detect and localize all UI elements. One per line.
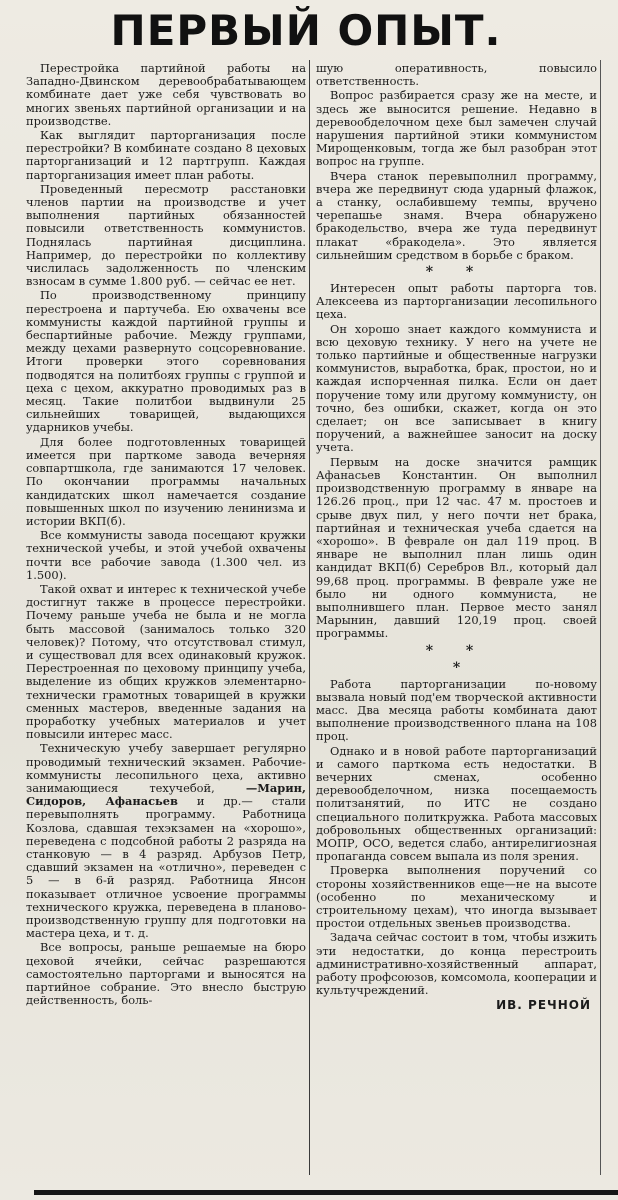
paragraph-text: Техническую учебу завершает регулярно проводимый технический экзамен. Рабочие-коммунисты лесопильного цеха, активно занимающиеся техучебой, [26, 741, 306, 795]
paragraph: Интересен опыт работы парторга тов. Алексеева из парторганизации лесопильного цеха. [316, 281, 597, 322]
column-divider [309, 60, 310, 1175]
paragraph: Задача сейчас состоит в том, чтобы изжить эти недостатки, до конца перестроить административно-хозяйственный аппарат, работу профсоюзов, комсомола, кооперации и культучреждений. [316, 930, 597, 998]
paragraph: Для более подготовленных товарищей имеется при парткоме завода вечерняя совпартшкола, где занимаются 17 человек. По окончании программы начальных кандидатских школ намечается создание повышенных школ по изучению ленинизма и истории ВКП(б). [26, 434, 306, 528]
paragraph: Он хорошо знает каждого коммуниста и всю цеховую технику. У него на учете не только партийные и общественные нагрузки коммунистов, выработка, брак, простои, но и каждая испорченная пилка. Если он дает поручение тому или другому коммунисту, он точно, без ошибки, скажет, когда он это сделает; он все записывает в книгу поручений, а важнейшее заносит на доску учета. [316, 321, 597, 455]
bold-names: —Марин, Сидоров, Афанасьев [26, 780, 306, 809]
paragraph: Проверка выполнения поручений со стороны хозяйственников еще—не на высоте (особенно по механическому и строительному цехам), что иногда вызывает простои отдельных звеньев производства. [316, 863, 597, 931]
paragraph: Однако и в новой работе парторганизаций и самого парткома есть недостатки. В вечерних сменах, особенно деревообделочном, низка посещаемость политзанятий, по ИТС не создано специального политкружка. Работа массовых добровольных общественных организаций: МОПР, ОСО, ведется слабо, антирелигиозная пропаганда совсем выпала из поля зрения. [316, 743, 597, 864]
left-column [26, 62, 306, 1180]
paragraph: Перестройка партийной работы на Западно-Двинском деревообрабатывающем комбинате дает уже себя чувствовать во многих звеньях партийной организации и на производстве. [26, 62, 306, 128]
paragraph-text: и др.— стали перевыполнять программу. Работница Козлова, сдавшая техэкзамен на «хорошо», переведена с подсобной работы 2 разряда на станковую — в 4 разряд. Арбузов Петр, сдавший экзамен на «отлично», переведен с 5 — в 6-й разряд. Работница Янсон показывает отличное усвоение программы технического кружка, переведена в планово-производственную группу для подготовки на мастера цеха, и т. д. [26, 794, 306, 941]
paragraph: Проведенный пересмотр расстановки членов партии на производстве и учет выполнения партийных обязанностей повысили ответственность коммунистов. Поднялась партийная дисциплина. Например, до перестройки по коллективу числилась задолженность по членским взносам в сумме 1.800 руб. — сейчас ее нет. [26, 181, 306, 289]
section-separator-star: * [452, 659, 461, 676]
section-separator-stars: * * [425, 264, 488, 281]
right-edge-divider [600, 60, 601, 1175]
paragraph: Работа парторганизации по-новому вызвала новый под'ем творческой активности масс. Два месяца работы комбината дают выполнение производственного плана на 108 проц. [316, 676, 597, 744]
paragraph: По производственному принципу перестроена и партучеба. Ею охвачены все коммунисты каждой партийной группы и беспартийные рабочие. Между группами, между цехами развернуто соцсоревнование. Итоги проверки этого соревнования подводятся на политбоях группы с группой и цеха с цехом, аккуратно проводимых раз в месяц. Такие политбои выдвинули 25 сильнейших товарищей, выдающихся ударников учебы. [26, 288, 306, 435]
author-signature: ИВ. РЕЧНОЙ [496, 998, 591, 1013]
paragraph: Вчера станок перевыполнил программу, вчера же передвинут сюда ударный флажок, а станку, ослабившему темпы, вручено черепашье знамя. Вчера обнаружено бракодельство, вчера же туда передвинут плакат «бракодела». Это является сильнейшим средством в борьбе с браком. [316, 168, 597, 262]
paragraph: Все вопросы, раньше решаемые на бюро цеховой ячейки, сейчас разрешаются самостоятельно парторгами и выносятся на партийное собрание. Это внесло быструю действенность, боль- [26, 940, 306, 1008]
article-headline: ПЕРВЫЙ ОПЫТ. [110, 6, 502, 55]
paragraph: Все коммунисты завода посещают кружки технической учебы, и этой учебой охвачены почти все рабочие завода (1.300 чел. из 1.500). [26, 528, 306, 582]
paragraph: Как выглядит парторганизация после перестройки? В комбинате создано 8 цеховых парторганизаций и 12 партгрупп. Каждая парторганизация имеет план работы. [26, 128, 306, 182]
paragraph: Первым на доске значится рамщик Афанасьев Константин. Он выполнил производственную программу в январе на 126.26 проц., при 12 час. 47 м. простоев и срыве двух пил, у него почти нет брака, партийная и техническая учеба сдается на «хорошо». В феврале он дал 119 проц. В январе не выполнил план лишь один кандидат ВКП(б) Серебров Вл., который дал 99,68 проц. программы. В феврале уже не было ни одного коммуниста, не выполнившего план. Первое место занял Марынин, давший 120,19 проц. своей программы. [316, 454, 597, 641]
paragraph: Такой охват и интерес к технической учебе достигнут также в процессе перестройки. Почему раньше учеба не была и не могла быть массовой (занималось только 320 человек)? Потому, что отсутствовал стимул, и существовал для всех одинаковый кружок. Перестроенная по цеховому принципу учеба, выделение из общих кружков элементарно-технически грамотных товарищей в кружки сменных мастеров, введенные задания на проработку учебных материалов и учет повысили интерес масс. [26, 581, 306, 742]
paragraph-techexam [26, 742, 306, 940]
section-separator-stars: * * [425, 642, 488, 659]
paragraph-continued: шую оперативность, повысило ответственность. [316, 62, 597, 89]
bottom-rule [34, 1190, 618, 1195]
right-column [316, 62, 597, 1180]
paragraph: Вопрос разбирается сразу же на месте, и здесь же выносится решение. Недавно в деревообделочном цехе был замечен случай нарушения партийной этики коммунистом Мирощенковым, тогда же был разобран этот вопрос на группе. [316, 88, 597, 169]
